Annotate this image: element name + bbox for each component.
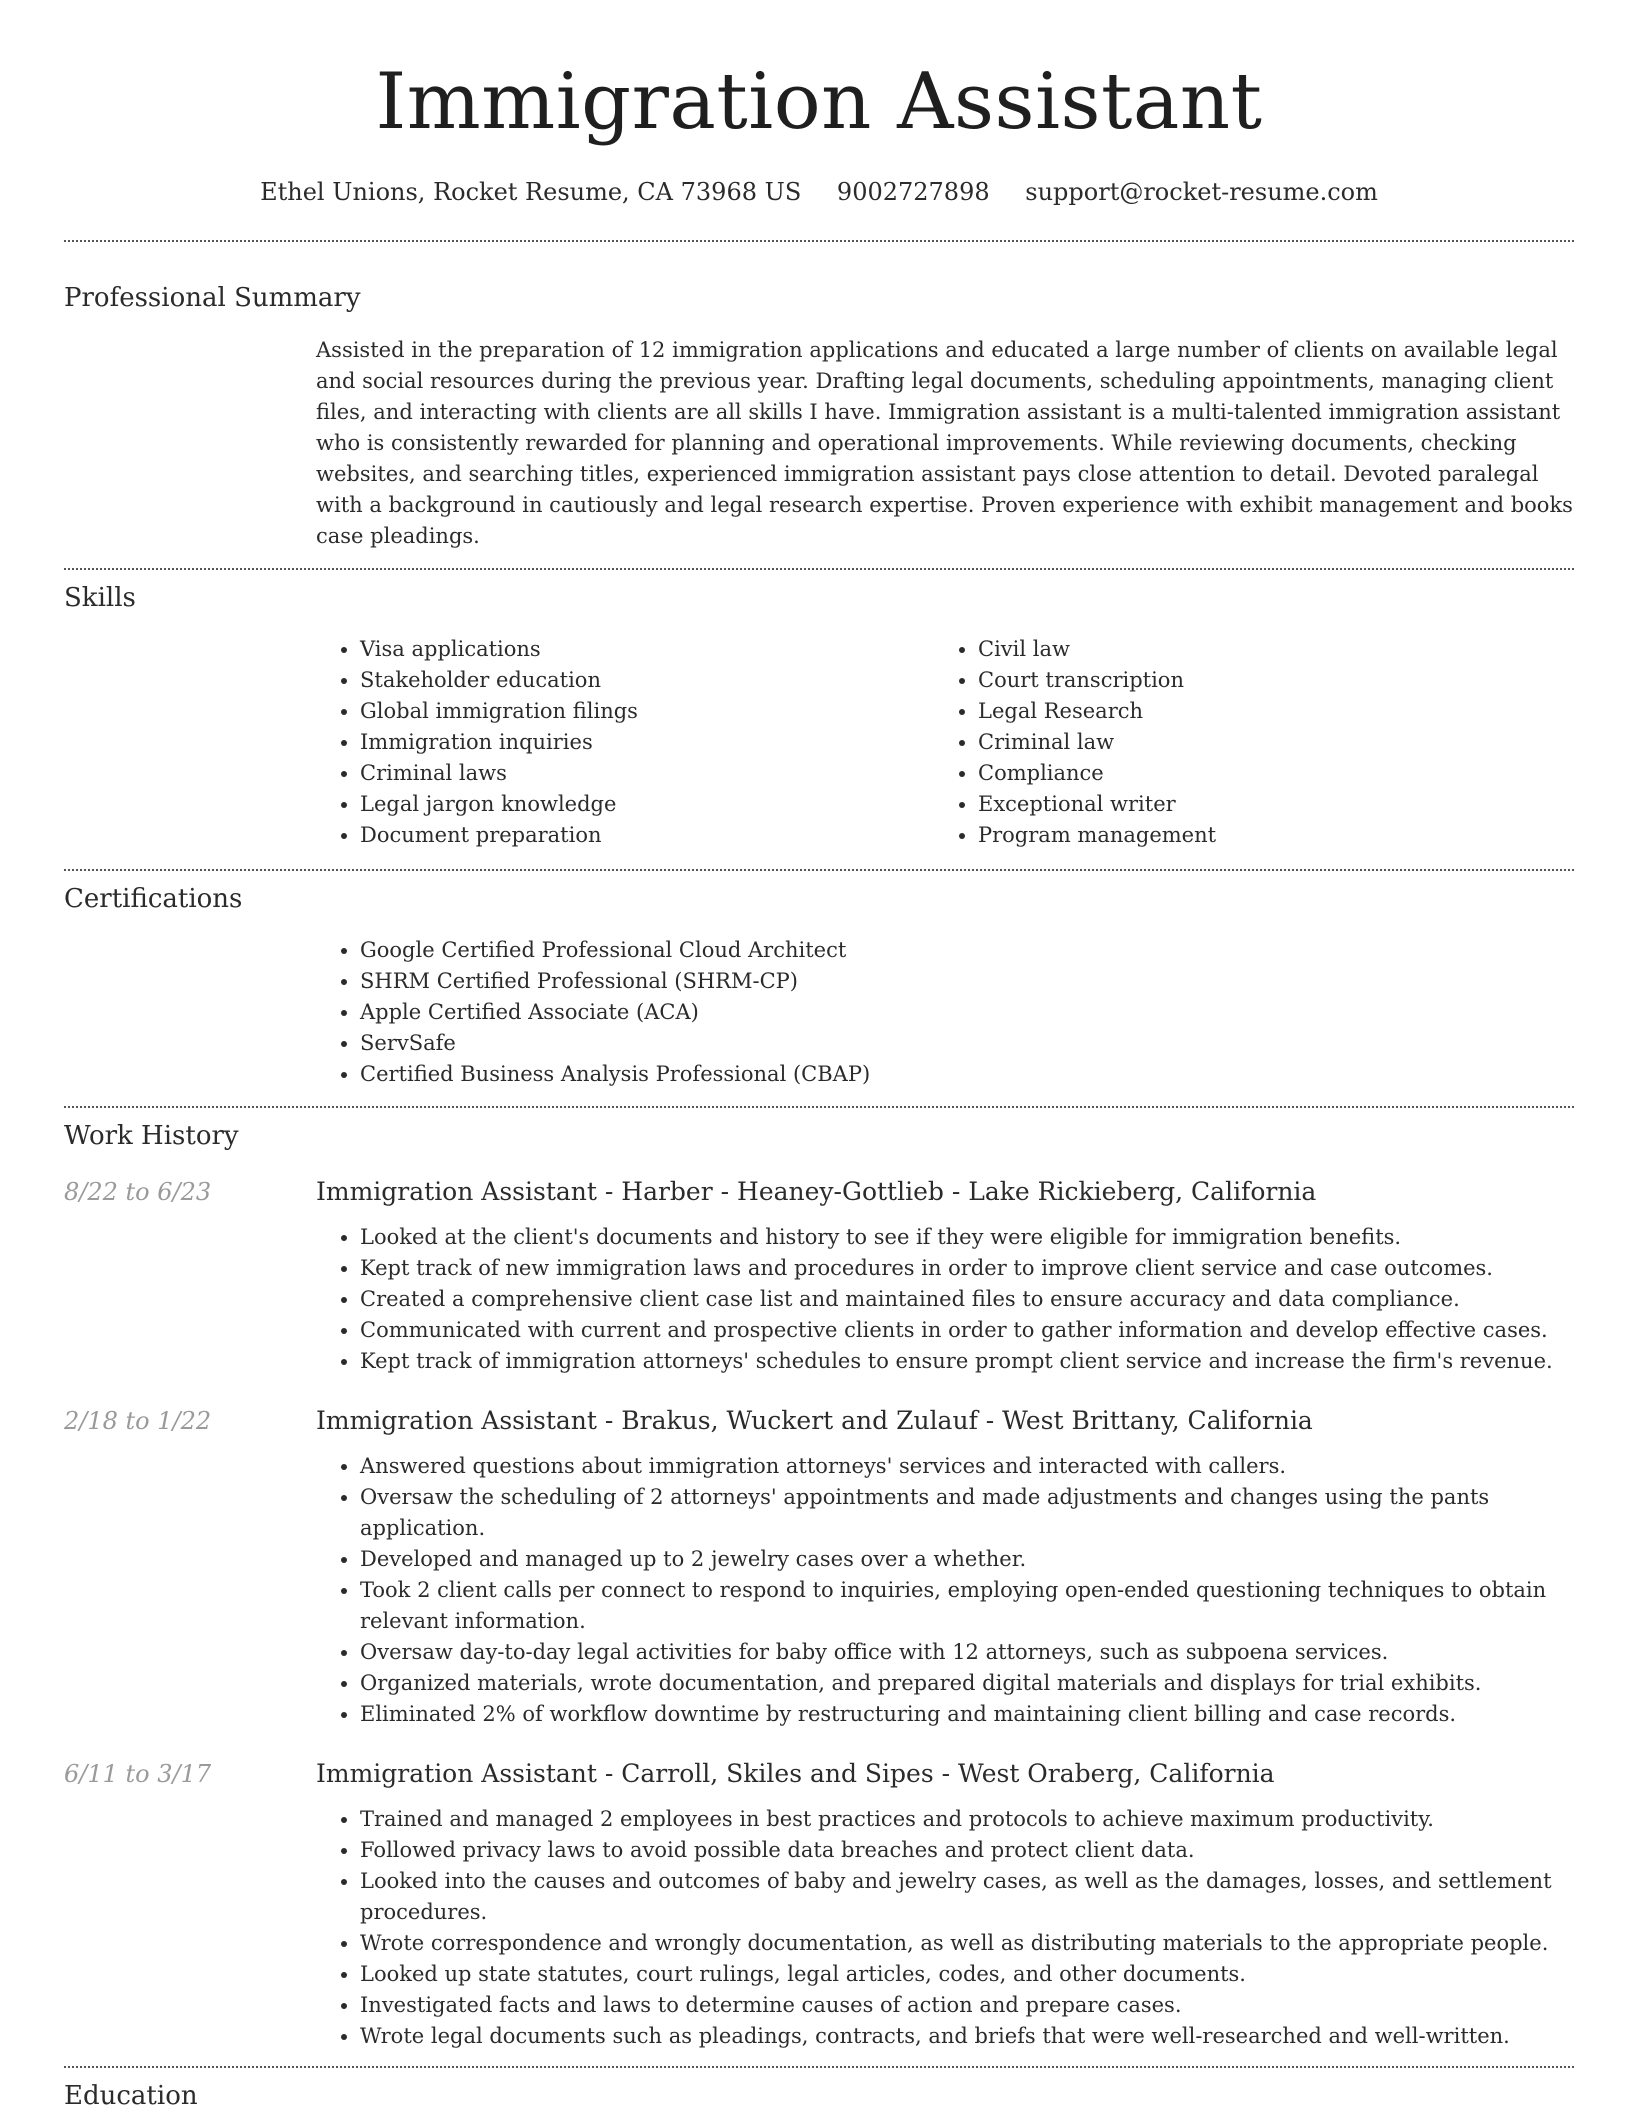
contact-line xyxy=(64,174,1574,210)
resume-page xyxy=(64,0,1574,2114)
job-bullet: • Looked into the causes and outcomes of baby and jewelry cases, as well as the damages, losses, and settlement procedures. xyxy=(360,1866,1574,1928)
job-details xyxy=(316,1174,1574,1377)
job-heading: Immigration Assistant - Brakus, Wuckert and Zulauf - West Brittany, California xyxy=(316,1406,1313,1435)
contact-phone: 9002727898 xyxy=(836,178,990,206)
job-bullet: • Oversaw the scheduling of 2 attorneys' appointments and made adjustments and changes using the pants application. xyxy=(360,1482,1574,1544)
skill-item: • Immigration inquiries xyxy=(360,727,934,758)
job-bullet: • Took 2 client calls per connect to respond to inquiries, employing open-ended questioning techniques to obtain relevant information. xyxy=(360,1575,1574,1637)
job-bullet: • Looked at the client's documents and history to see if they were eligible for immigration benefits. xyxy=(360,1222,1574,1253)
certifications-list xyxy=(316,935,1574,1090)
job-bullet: • Organized materials, wrote documentation, and prepared digital materials and displays for trial exhibits. xyxy=(360,1668,1574,1699)
job-dates: 6/11 to 3/17 xyxy=(64,1760,212,1788)
job-entry xyxy=(64,1174,1574,1377)
candidate-title: Immigration Assistant xyxy=(375,57,1263,147)
job-role: Immigration Assistant xyxy=(316,1759,597,1788)
job-details xyxy=(316,1403,1574,1730)
certification-item: • Apple Certified Associate (ACA) xyxy=(360,997,1574,1028)
job-bullet: • Kept track of immigration attorneys' schedules to ensure prompt client service and increase the firm's revenue. xyxy=(360,1346,1574,1377)
job-location: Lake Rickieberg, California xyxy=(968,1177,1317,1206)
job-bullets xyxy=(316,1804,1574,2052)
skills-column-right xyxy=(934,634,1552,851)
certifications-heading: Certifications xyxy=(64,884,243,914)
job-heading: Immigration Assistant - Harber - Heaney-Gottlieb - Lake Rickieberg, California xyxy=(316,1177,1317,1206)
summary-text: Assisted in the preparation of 12 immigration applications and educated a large number of clients on available legal and social resources during the previous year. Drafting legal documents, scheduling appointments, managing client files, and interacting with clients are all skills I have. Immigration assistant is a multi-talented immigration assistant who is consistently rewarded for planning and operational improvements. While reviewing documents, checking websites, and searching titles, experienced immigration assistant pays close attention to detail. Devoted paralegal with a background in cautiously and legal research expertise. Proven experience with exhibit management and books case pleadings. xyxy=(316,338,1573,548)
skill-item: • Civil law xyxy=(978,634,1552,665)
job-role: Immigration Assistant xyxy=(316,1177,597,1206)
job-entry xyxy=(64,1756,1574,2052)
contact-email: support@rocket-resume.com xyxy=(1025,178,1378,206)
skills-heading: Skills xyxy=(64,583,136,613)
job-bullet: • Trained and managed 2 employees in best practices and protocols to achieve maximum productivity. xyxy=(360,1804,1574,1835)
job-bullet: • Communicated with current and prospective clients in order to gather information and develop effective cases. xyxy=(360,1315,1574,1346)
contact-address: Ethel Unions, Rocket Resume, CA 73968 US xyxy=(260,178,802,206)
skills-section xyxy=(64,570,1574,869)
skill-item: • Exceptional writer xyxy=(978,789,1552,820)
certification-item: • ServSafe xyxy=(360,1028,1574,1059)
skill-item: • Legal jargon knowledge xyxy=(360,789,934,820)
job-heading: Immigration Assistant - Carroll, Skiles and Sipes - West Oraberg, California xyxy=(316,1759,1275,1788)
certification-item: • Google Certified Professional Cloud Architect xyxy=(360,935,1574,966)
job-dates: 8/22 to 6/23 xyxy=(64,1178,212,1206)
job-company: Harber - Heaney-Gottlieb xyxy=(621,1177,944,1206)
job-bullet: • Wrote correspondence and wrongly documentation, as well as distributing materials to the appropriate people. xyxy=(360,1928,1574,1959)
job-location: West Brittany, California xyxy=(1002,1406,1313,1435)
job-bullet: • Wrote legal documents such as pleadings, contracts, and briefs that were well-researched and well-written. xyxy=(360,2021,1574,2052)
skill-item: • Criminal laws xyxy=(360,758,934,789)
skill-item: • Program management xyxy=(978,820,1552,851)
certification-item: • Certified Business Analysis Professional (CBAP) xyxy=(360,1059,1574,1090)
job-bullet: • Kept track of new immigration laws and procedures in order to improve client service and case outcomes. xyxy=(360,1253,1574,1284)
job-bullet: • Developed and managed up to 2 jewelry cases over a whether. xyxy=(360,1544,1574,1575)
skills-list xyxy=(316,634,1574,851)
education-heading: Education xyxy=(64,2081,198,2111)
job-bullet: • Answered questions about immigration attorneys' services and interacted with callers. xyxy=(360,1451,1574,1482)
job-bullet: • Eliminated 2% of workflow downtime by restructuring and maintaining client billing and case records. xyxy=(360,1699,1574,1730)
skill-item: • Global immigration filings xyxy=(360,696,934,727)
certification-item: • SHRM Certified Professional (SHRM-CP) xyxy=(360,966,1574,997)
job-company: Carroll, Skiles and Sipes xyxy=(621,1759,934,1788)
job-bullet: • Looked up state statutes, court rulings, legal articles, codes, and other documents. xyxy=(360,1959,1574,1990)
job-bullets xyxy=(316,1222,1574,1377)
job-location: West Oraberg, California xyxy=(958,1759,1275,1788)
job-details xyxy=(316,1756,1574,2052)
job-entry xyxy=(64,1403,1574,1730)
education-section xyxy=(64,2068,1574,2114)
job-bullet: • Created a comprehensive client case list and maintained files to ensure accuracy and data compliance. xyxy=(360,1284,1574,1315)
job-bullets xyxy=(316,1451,1574,1730)
summary-section xyxy=(64,242,1574,568)
work-history-heading: Work History xyxy=(64,1121,239,1151)
skill-item: • Court transcription xyxy=(978,665,1552,696)
job-company: Brakus, Wuckert and Zulauf xyxy=(621,1406,978,1435)
job-bullet: • Followed privacy laws to avoid possible data breaches and protect client data. xyxy=(360,1835,1574,1866)
job-dates: 2/18 to 1/22 xyxy=(64,1407,212,1435)
skill-item: • Legal Research xyxy=(978,696,1552,727)
skills-column-left xyxy=(316,634,934,851)
job-bullet: • Oversaw day-to-day legal activities for baby office with 12 attorneys, such as subpoena services. xyxy=(360,1637,1574,1668)
job-role: Immigration Assistant xyxy=(316,1406,597,1435)
skill-item: • Stakeholder education xyxy=(360,665,934,696)
skill-item: • Criminal law xyxy=(978,727,1552,758)
summary-heading: Professional Summary xyxy=(64,283,361,313)
skill-item: • Compliance xyxy=(978,758,1552,789)
skill-item: • Document preparation xyxy=(360,820,934,851)
job-bullet: • Investigated facts and laws to determine causes of action and prepare cases. xyxy=(360,1990,1574,2021)
skill-item: • Visa applications xyxy=(360,634,934,665)
certifications-section xyxy=(64,871,1574,1106)
work-history-section xyxy=(64,1108,1574,2066)
